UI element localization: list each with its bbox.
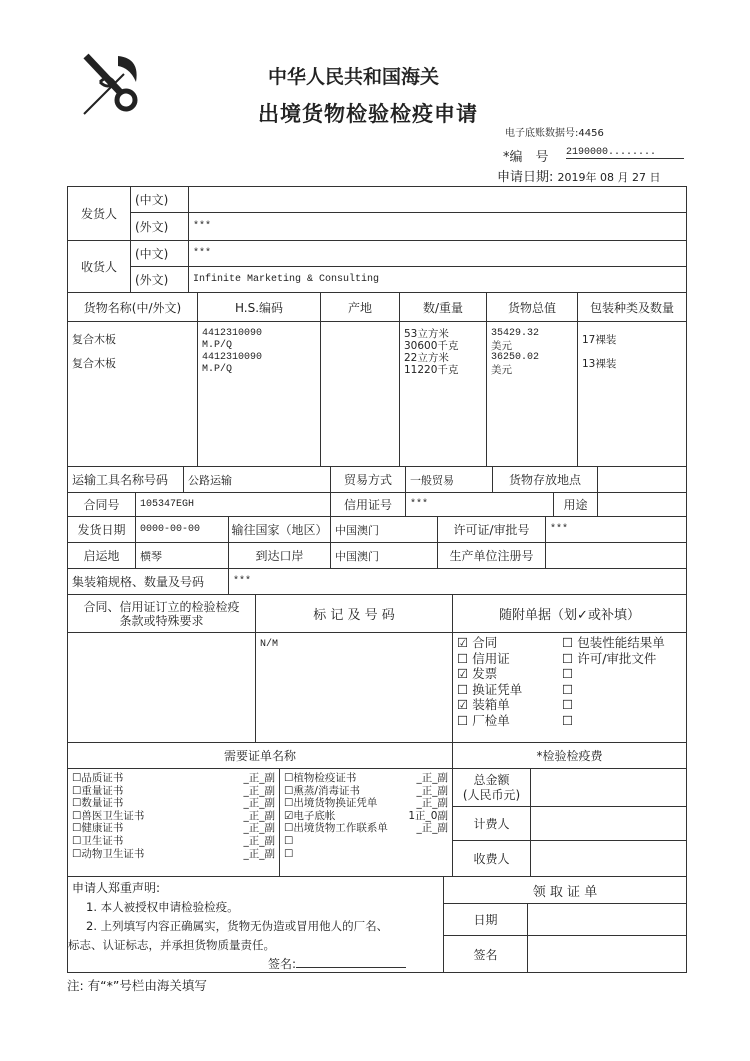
value: 36250.02: [491, 352, 540, 363]
checkbox-icon[interactable]: ☐: [72, 797, 82, 810]
checkbox-icon[interactable]: ☐: [562, 650, 578, 666]
collect-label: 收费人: [452, 840, 531, 877]
copies-count[interactable]: _正_副: [416, 797, 448, 810]
receipt-sign-label: 签名: [443, 935, 528, 973]
reg-value[interactable]: [545, 542, 687, 569]
copies-count[interactable]: _正_副: [243, 822, 275, 835]
shipper-label: 发货人: [67, 186, 131, 241]
marks-label: 标 记 及 号 码: [255, 594, 453, 633]
sign-label: 签名:: [268, 957, 297, 971]
value: 35429.32: [491, 328, 540, 339]
doc-item[interactable]: [457, 713, 562, 729]
goods-header-value: 货物总值: [486, 292, 578, 322]
doc-item[interactable]: [562, 682, 665, 698]
customs-emblem-logo: [78, 48, 148, 118]
origin-value[interactable]: 横琴: [135, 542, 229, 569]
goods-origin: [320, 321, 400, 467]
container-value[interactable]: ***: [228, 568, 687, 595]
receipt-title: 领 取 证 单: [443, 876, 687, 904]
checkbox-icon[interactable]: ☐: [562, 681, 574, 697]
goods-header-hs: H.S.编码: [197, 292, 321, 322]
hs-code: 4412310090: [202, 328, 263, 339]
ledger-label: 电子底账数据号:: [505, 128, 579, 139]
collect-value[interactable]: [530, 840, 687, 877]
checkbox-icon[interactable]: ☐: [284, 797, 294, 810]
currency: 美元: [491, 364, 512, 376]
terms-value[interactable]: [67, 632, 256, 743]
ledger-value: 4456: [578, 128, 604, 139]
doc-label: 合同: [472, 635, 498, 650]
receipt-sign-value[interactable]: [527, 935, 687, 973]
shipper-cn-value[interactable]: [188, 186, 687, 213]
checkbox-icon[interactable]: ☐: [457, 650, 473, 666]
contract-value[interactable]: 105347EGH: [135, 492, 331, 517]
doc-label: 包装性能结果单: [577, 635, 665, 650]
docs-checklist: [452, 632, 687, 743]
doc-item[interactable]: [457, 635, 562, 651]
date-value: 2019年 08 月 27 日: [557, 171, 661, 184]
doc-item[interactable]: [562, 635, 665, 651]
doc-label: 发票: [472, 666, 498, 681]
storage-value[interactable]: [597, 466, 687, 493]
goods-header-name: 货物名称(中/外文): [67, 292, 198, 322]
hs-tag: M.P/Q: [202, 364, 233, 375]
title-form: 出境货物检验检疫申请: [258, 102, 478, 126]
permit-value[interactable]: ***: [545, 516, 687, 543]
cert-item[interactable]: [284, 797, 448, 810]
doc-item[interactable]: [562, 666, 665, 682]
trade-value[interactable]: 一般贸易: [405, 466, 493, 493]
transport-label: 运输工具名称号码: [67, 466, 184, 493]
copies-count[interactable]: _正_副: [243, 772, 275, 784]
total-label: [452, 768, 531, 807]
reg-label: 生产单位注册号: [437, 542, 546, 569]
container-label: 集装箱规格、数量及号码: [67, 568, 229, 595]
country-label: 输往国家（地区）: [228, 516, 331, 543]
copies-count[interactable]: _正_副: [416, 822, 448, 835]
cert-item[interactable]: [72, 772, 275, 785]
doc-item[interactable]: [457, 682, 562, 698]
cert-item[interactable]: [72, 785, 275, 798]
copies-count[interactable]: _正_副: [243, 784, 275, 797]
declaration-line2: 2. 上列填写内容正确属实，货物无伪造或冒用他人的厂名、: [86, 919, 389, 933]
receipt-date-value[interactable]: [527, 903, 687, 936]
use-label: 用途: [553, 492, 598, 517]
calc-label: 计费人: [452, 806, 531, 841]
checkbox-icon[interactable]: ☐: [72, 784, 82, 797]
ledger-number: [505, 124, 604, 139]
doc-label: 信用证: [472, 650, 510, 666]
weight: 11220千克: [404, 364, 459, 376]
cert-item[interactable]: [284, 848, 448, 861]
cert-label: 重量证书: [81, 784, 124, 797]
doc-label: 厂检单: [472, 712, 510, 728]
cert-item[interactable]: [72, 835, 275, 848]
date-label: 申请日期:: [497, 170, 554, 185]
checkbox-icon[interactable]: ☑: [284, 809, 294, 822]
doc-label: 换证凭单: [472, 681, 523, 697]
checkbox-icon[interactable]: ☐: [72, 822, 82, 835]
goods-names: [67, 321, 198, 467]
terms-label: 合同、信用证订立的检验检疫条款或特殊要求: [67, 594, 256, 633]
cert-item[interactable]: [284, 810, 448, 823]
copies-count[interactable]: _正_副: [243, 834, 275, 847]
copies-count[interactable]: 1正_0副: [408, 809, 448, 822]
doc-item[interactable]: [562, 651, 665, 667]
doc-label: 装箱单: [472, 697, 510, 712]
consignee-en-value[interactable]: Infinite Marketing & Consulting: [188, 266, 687, 293]
consignee-cn-label: (中文): [130, 240, 189, 267]
apply-date: [497, 166, 661, 185]
receipt-date-label: 日期: [443, 903, 528, 936]
checkbox-icon[interactable]: ☑: [457, 666, 473, 681]
pack: 17裸装: [582, 334, 617, 346]
docs-label: 随附单据（划✓或补填）: [452, 594, 687, 633]
title-customs: 中华人民共和国海关: [268, 66, 440, 88]
doc-item[interactable]: [457, 697, 562, 713]
certs-left-list: [67, 768, 280, 877]
cert-item[interactable]: [284, 835, 448, 848]
checkbox-icon[interactable]: ☑: [457, 697, 473, 712]
checkbox-icon[interactable]: ☐: [72, 847, 82, 860]
qty: 22立方米: [404, 352, 449, 364]
goods-hs: [197, 321, 321, 467]
copies-count[interactable]: _正_副: [416, 772, 448, 784]
footnote: 注: 有“*”号栏由海关填写: [67, 978, 207, 993]
fee-label: *检验检疫费: [452, 742, 687, 769]
doc-item[interactable]: [457, 666, 562, 682]
declaration-line3: 标志、认证标志，并承担货物质量责任。: [68, 938, 275, 952]
cert-label: 电子底帐: [293, 809, 336, 822]
cert-item[interactable]: [72, 797, 275, 810]
checkbox-icon[interactable]: ☐: [562, 635, 578, 650]
permit-label: 许可证/审批号: [437, 516, 546, 543]
doc-item[interactable]: [457, 651, 562, 667]
qty: 53立方米: [404, 328, 449, 340]
calc-value[interactable]: [530, 806, 687, 841]
cert-label: 数量证书: [81, 797, 124, 810]
goods-header-origin: 产地: [320, 292, 400, 322]
marks-value[interactable]: N/M: [255, 632, 453, 743]
no-label: *编 号: [503, 150, 549, 165]
checkbox-icon[interactable]: ☐: [284, 834, 294, 847]
checkbox-icon[interactable]: ☐: [562, 666, 574, 681]
total-unit: (人民币元): [462, 787, 521, 802]
checkbox-icon[interactable]: ☑: [457, 635, 473, 650]
port-label: 到达口岸: [228, 542, 331, 569]
docs-right-list: [562, 635, 665, 728]
goods-name: 复合木板: [72, 333, 116, 346]
doc-item[interactable]: [562, 697, 665, 713]
goods-header-pack: 包装种类及数量: [577, 292, 687, 322]
port-value[interactable]: 中国澳门: [330, 542, 438, 569]
cert-label: 卫生证书: [81, 834, 124, 847]
total-value[interactable]: [530, 768, 687, 807]
shipper-en-label: (外文): [130, 212, 189, 241]
checkbox-icon[interactable]: ☐: [284, 822, 294, 835]
checkbox-icon[interactable]: ☐: [562, 697, 574, 712]
ship-date-value[interactable]: 0000-00-00: [135, 516, 229, 543]
checkbox-icon[interactable]: ☐: [457, 712, 473, 728]
cert-label: 品质证书: [81, 772, 124, 784]
cert-label: 出境货物换证凭单: [293, 797, 378, 810]
certs-label: 需要证单名称: [67, 742, 453, 769]
docs-left-list: [457, 635, 562, 728]
copies-count[interactable]: _正_副: [416, 784, 448, 797]
shipper-cn-label: (中文): [130, 186, 189, 213]
hs-tag: M.P/Q: [202, 340, 233, 351]
copies-count[interactable]: _正_副: [243, 809, 275, 822]
signature-field[interactable]: [296, 967, 406, 968]
total-amount-label: 总金额: [473, 772, 510, 787]
cert-label: 动物卫生证书: [81, 847, 145, 860]
cert-label: 出境货物工作联系单: [293, 822, 388, 835]
consignee-label: 收货人: [67, 240, 131, 293]
trade-label: 贸易方式: [330, 466, 406, 493]
no-value: 2190000........: [566, 147, 684, 159]
goods-value: [486, 321, 578, 467]
goods-header-qty: 数/重量: [399, 292, 487, 322]
cert-label: 熏蒸/消毒证书: [293, 784, 360, 797]
use-value[interactable]: [597, 492, 687, 517]
checkbox-icon[interactable]: ☐: [284, 847, 294, 860]
declaration: [67, 876, 444, 973]
consignee-en-label: (外文): [130, 266, 189, 293]
checkbox-icon[interactable]: ☐: [457, 681, 473, 697]
country-value[interactable]: 中国澳门: [330, 516, 438, 543]
goods-name: 复合木板: [72, 357, 116, 370]
goods-pack: [577, 321, 687, 467]
declaration-line1: 1. 本人被授权申请检验检疫。: [86, 900, 239, 914]
checkbox-icon[interactable]: ☐: [284, 784, 294, 797]
cert-item[interactable]: [72, 848, 275, 861]
doc-item[interactable]: [562, 713, 665, 729]
goods-qty: [399, 321, 487, 467]
checkbox-icon[interactable]: ☐: [562, 712, 574, 728]
cert-item[interactable]: [72, 822, 275, 835]
doc-label: 许可/审批文件: [577, 650, 657, 666]
transport-value[interactable]: 公路运输: [183, 466, 331, 493]
lc-value[interactable]: ***: [405, 492, 554, 517]
shipper-en-value[interactable]: ***: [188, 212, 687, 241]
cert-item[interactable]: [284, 785, 448, 798]
cert-label: 植物检疫证书: [293, 772, 357, 784]
cert-label: 兽医卫生证书: [81, 809, 145, 822]
currency: 美元: [491, 340, 512, 352]
cert-item[interactable]: [284, 772, 448, 785]
cert-item[interactable]: [284, 822, 448, 835]
cert-label: 健康证书: [81, 822, 124, 835]
origin-label: 启运地: [67, 542, 136, 569]
storage-label: 货物存放地点: [492, 466, 598, 493]
cert-item[interactable]: [72, 810, 275, 823]
copies-count[interactable]: _正_副: [243, 847, 275, 860]
checkbox-icon[interactable]: ☐: [284, 772, 294, 784]
hs-code: 4412310090: [202, 352, 263, 363]
certs-right-list: [279, 768, 453, 877]
lc-label: 信用证号: [330, 492, 406, 517]
weight: 30600千克: [404, 340, 459, 352]
declaration-title: 申请人郑重声明:: [72, 881, 161, 895]
checkbox-icon[interactable]: ☐: [72, 809, 82, 822]
checkbox-icon[interactable]: ☐: [72, 834, 82, 847]
contract-label: 合同号: [67, 492, 136, 517]
copies-count[interactable]: _正_副: [243, 797, 275, 810]
checkbox-icon[interactable]: ☐: [72, 772, 82, 784]
consignee-cn-value[interactable]: ***: [188, 240, 687, 267]
ship-date-label: 发货日期: [67, 516, 136, 543]
pack: 13裸装: [582, 358, 617, 370]
